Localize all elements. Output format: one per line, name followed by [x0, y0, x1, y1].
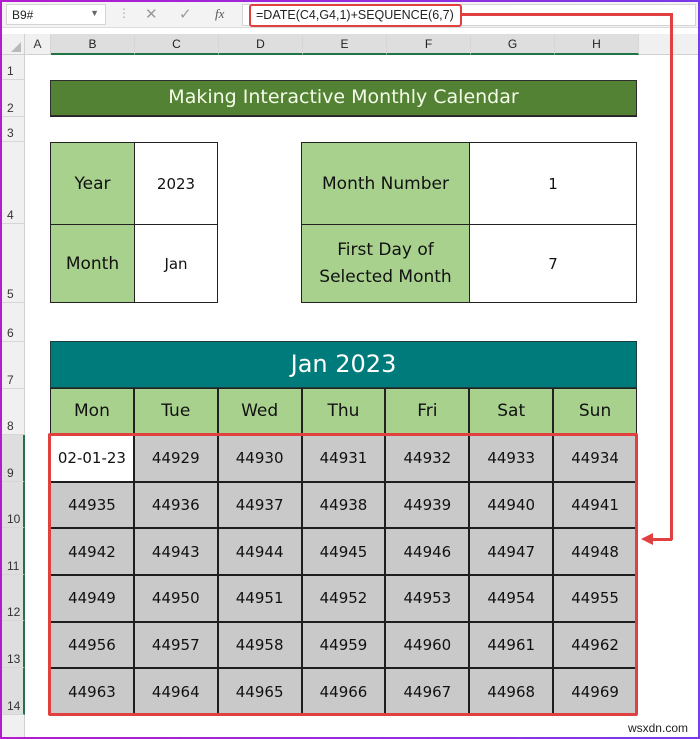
calendar-cell[interactable]: 44948 [553, 528, 637, 575]
name-box[interactable] [6, 4, 106, 25]
month-info-table [301, 142, 637, 303]
row-10[interactable]: 10 [2, 482, 25, 528]
calendar-cell[interactable]: 44952 [302, 575, 386, 622]
month-label[interactable]: Month [51, 225, 135, 303]
column-a[interactable]: A [25, 34, 51, 55]
year-input[interactable]: 2023 [135, 143, 218, 225]
calendar-cell[interactable]: 44965 [218, 668, 302, 715]
calendar-cell[interactable]: 44953 [385, 575, 469, 622]
row-13[interactable]: 13 [2, 621, 25, 668]
calendar-cell[interactable]: 44932 [385, 435, 469, 482]
calendar-cell[interactable]: 44930 [218, 435, 302, 482]
weekday-mon[interactable]: Mon [50, 388, 134, 435]
row-5[interactable]: 5 [2, 224, 25, 303]
calendar-cell[interactable]: 44956 [50, 622, 134, 669]
month-number-label[interactable]: Month Number [302, 143, 470, 225]
calendar-grid [50, 435, 637, 715]
calendar-cell[interactable]: 44961 [469, 622, 553, 669]
calendar-cell[interactable]: 44942 [50, 528, 134, 575]
calendar-cell[interactable]: 44957 [134, 622, 218, 669]
calendar-cell[interactable]: 44955 [553, 575, 637, 622]
calendar-cell[interactable]: 44969 [553, 668, 637, 715]
column-f[interactable]: F [387, 34, 471, 55]
column-header [2, 34, 698, 55]
first-day-value[interactable]: 7 [470, 225, 637, 303]
calendar-cell[interactable]: 44966 [302, 668, 386, 715]
first-day-label-line1: First Day of [337, 239, 434, 260]
column-g[interactable]: G [471, 34, 555, 55]
calendar-cell[interactable]: 44937 [218, 482, 302, 529]
weekday-header-row [50, 388, 637, 435]
calendar-cell[interactable]: 44949 [50, 575, 134, 622]
row-header [2, 55, 25, 739]
row-4[interactable]: 4 [2, 142, 25, 224]
calendar-cell[interactable]: 44935 [50, 482, 134, 529]
row-2[interactable]: 2 [2, 80, 25, 117]
watermark: wsxdn.com [627, 721, 688, 735]
select-all-button[interactable] [2, 34, 25, 55]
column-h[interactable]: H [555, 34, 639, 55]
calendar-cell[interactable]: 44960 [385, 622, 469, 669]
row-6[interactable]: 6 [2, 303, 25, 342]
month-input[interactable]: Jan [135, 225, 218, 303]
calendar-cell[interactable]: 44951 [218, 575, 302, 622]
calendar-cell[interactable]: 44941 [553, 482, 637, 529]
weekday-fri[interactable]: Fri [385, 388, 469, 435]
calendar-cell[interactable]: 44967 [385, 668, 469, 715]
calendar-cell[interactable]: 44934 [553, 435, 637, 482]
calendar-cell[interactable]: 44947 [469, 528, 553, 575]
arrow-left-icon [641, 533, 653, 545]
cancel-icon[interactable]: ✕ [145, 6, 158, 23]
calendar-cell[interactable]: 44938 [302, 482, 386, 529]
year-label[interactable]: Year [51, 143, 135, 225]
calendar-cell[interactable]: 44958 [218, 622, 302, 669]
row-8[interactable]: 8 [2, 389, 25, 435]
annotation-arrow-line [449, 13, 672, 16]
calendar-cell[interactable]: 44943 [134, 528, 218, 575]
annotation-arrow-line [650, 538, 672, 541]
calendar-cell[interactable]: 44962 [553, 622, 637, 669]
weekday-tue[interactable]: Tue [134, 388, 218, 435]
formula-text[interactable]: =DATE(C4,G4,1)+SEQUENCE(6,7) [249, 4, 462, 27]
column-d[interactable]: D [219, 34, 303, 55]
calendar-cell[interactable]: 44939 [385, 482, 469, 529]
annotation-arrow-line [670, 13, 673, 540]
year-month-table [50, 142, 218, 303]
calendar-cell[interactable]: 44945 [302, 528, 386, 575]
calendar-header[interactable]: Jan 2023 [50, 341, 637, 388]
row-9[interactable]: 9 [2, 435, 25, 482]
calendar-cell[interactable]: 44959 [302, 622, 386, 669]
weekday-wed[interactable]: Wed [218, 388, 302, 435]
column-e[interactable]: E [303, 34, 387, 55]
name-box-value: B9# [12, 8, 34, 22]
weekday-sat[interactable]: Sat [469, 388, 553, 435]
row-11[interactable]: 11 [2, 528, 25, 575]
row-1[interactable]: 1 [2, 55, 25, 80]
calendar-cell[interactable]: 44929 [134, 435, 218, 482]
calendar-cell[interactable]: 44931 [302, 435, 386, 482]
row-3[interactable]: 3 [2, 117, 25, 142]
enter-icon[interactable]: ✓ [179, 6, 192, 23]
calendar-cell-active[interactable]: 02-01-23 [50, 435, 134, 482]
calendar-cell[interactable]: 44946 [385, 528, 469, 575]
calendar-cell[interactable]: 44936 [134, 482, 218, 529]
drag-handle-icon[interactable]: ⋮ [118, 6, 130, 20]
insert-function-icon[interactable]: fx [215, 6, 225, 21]
row-12[interactable]: 12 [2, 575, 25, 621]
column-b[interactable]: B [51, 34, 135, 55]
calendar-cell[interactable]: 44954 [469, 575, 553, 622]
weekday-thu[interactable]: Thu [302, 388, 386, 435]
first-day-label[interactable] [302, 225, 470, 303]
calendar-cell[interactable]: 44950 [134, 575, 218, 622]
column-c[interactable]: C [135, 34, 219, 55]
row-14[interactable]: 14 [2, 668, 25, 715]
calendar-cell[interactable]: 44940 [469, 482, 553, 529]
first-day-label-line2: Selected Month [319, 266, 452, 287]
calendar-cell[interactable]: 44963 [50, 668, 134, 715]
calendar-cell[interactable]: 44964 [134, 668, 218, 715]
calendar-cell[interactable]: 44944 [218, 528, 302, 575]
weekday-sun[interactable]: Sun [553, 388, 637, 435]
month-number-value[interactable]: 1 [470, 143, 637, 225]
sheet-title[interactable]: Making Interactive Monthly Calendar [50, 80, 637, 116]
calendar-cell[interactable]: 44933 [469, 435, 553, 482]
chevron-down-icon[interactable]: ▼ [90, 8, 99, 18]
row-7[interactable]: 7 [2, 342, 25, 389]
calendar-cell[interactable]: 44968 [469, 668, 553, 715]
